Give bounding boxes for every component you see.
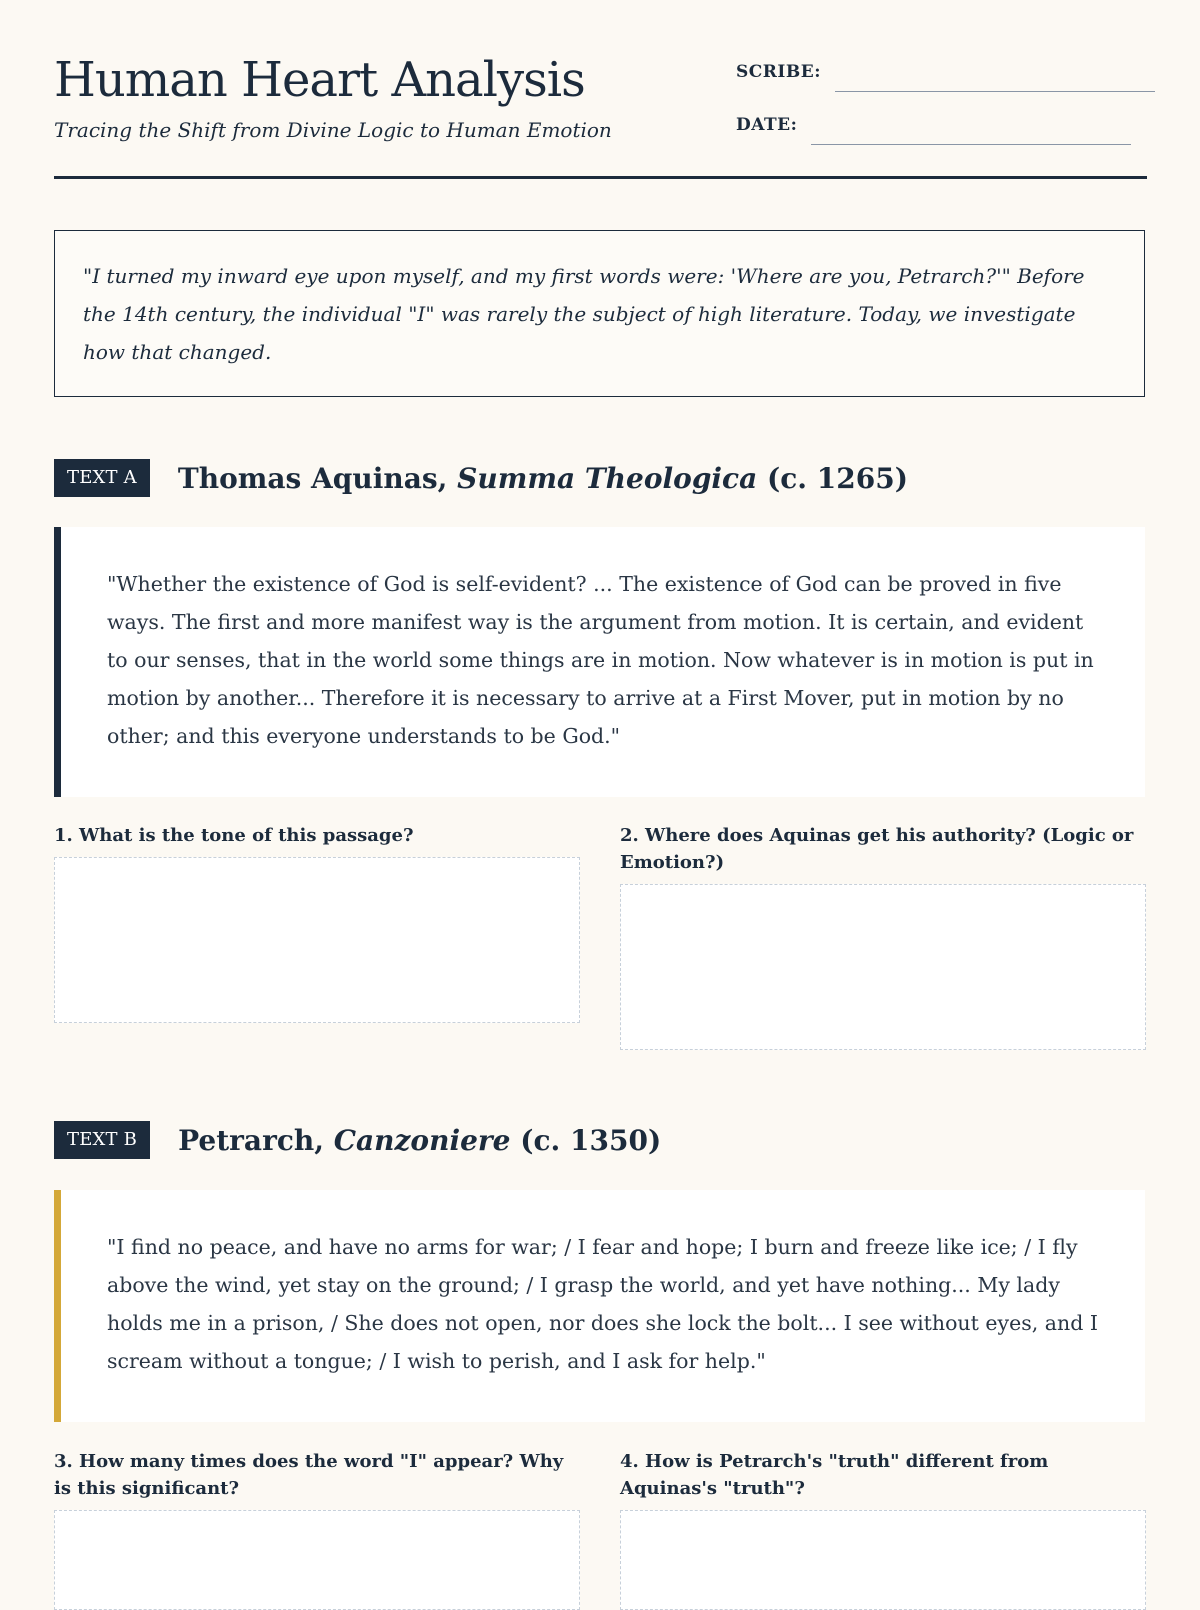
date-row (736, 115, 1131, 135)
scribe-label: SCRIBE: (736, 62, 821, 82)
date-label: DATE: (736, 115, 798, 135)
question-4 (620, 1448, 1146, 1610)
worksheet-header (54, 0, 1147, 179)
text-b-quote: "I find no peace, and have no arms for war; / I fear and hope; I burn and freeze like ice; / I fly above the wind, yet stay on the ground; / I grasp the world, and yet have nothing... My lady holds me in a prison, / She does not open, nor does she lock the bolt... I see without eyes, and I scream without a tongue; / I wish to perish, and I ask for help." (54, 1190, 1145, 1422)
text-b-date: (c. 1350) (520, 1123, 662, 1157)
question-1-label: 1. What is the tone of this passage? (54, 825, 414, 846)
question-3-label: 3. How many times does the word "I" appear? Why is this significant? (54, 1451, 564, 1499)
question-4-label: 4. How is Petrarch's "truth" different from Aquinas's "truth"? (620, 1451, 1049, 1499)
text-b-work: Canzoniere (333, 1123, 511, 1157)
page-title: Human Heart Analysis (54, 52, 585, 108)
scribe-row (736, 62, 1155, 82)
answer-box-1[interactable] (54, 857, 580, 1023)
question-2-label: 2. Where does Aquinas get his authority? (Logic or Emotion?) (620, 825, 1134, 873)
question-2 (620, 822, 1146, 1050)
text-a-date: (c. 1265) (766, 461, 908, 495)
question-3 (54, 1448, 580, 1610)
text-a-heading (54, 459, 908, 497)
text-b-tag: TEXT B (54, 1121, 150, 1159)
intro-box: "I turned my inward eye upon myself, and my first words were: 'Where are you, Petrarch?'" Before the 14th century, the individual "I" was rarely the subject of high literature. Today, we investigate how that changed. (54, 230, 1145, 397)
text-a-author: Thomas Aquinas, (177, 461, 448, 495)
text-a-quote: "Whether the existence of God is self-evident? ... The existence of God can be proved in five ways. The first and more manifest way is the argument from motion. It is certain, and evident to our senses, that in the world some things are in motion. Now whatever is in motion is put in motion by another... Therefore it is necessary to arrive at a First Mover, put in motion by no other; and this everyone understands to be God." (54, 527, 1145, 797)
answer-box-3[interactable] (54, 1510, 580, 1610)
answer-box-2[interactable] (620, 884, 1146, 1050)
text-a-title (178, 462, 908, 495)
scribe-field[interactable] (835, 90, 1155, 92)
text-a-work: Summa Theologica (457, 461, 758, 495)
text-a-tag: TEXT A (54, 459, 150, 497)
question-1 (54, 822, 580, 1023)
page-subtitle: Tracing the Shift from Divine Logic to Human Emotion (54, 118, 612, 142)
text-b-author: Petrarch, (178, 1123, 324, 1157)
text-b-title (178, 1124, 661, 1157)
answer-box-4[interactable] (620, 1510, 1146, 1610)
date-field[interactable] (811, 143, 1131, 145)
worksheet-page (54, 0, 1147, 1499)
text-b-heading (54, 1121, 661, 1159)
